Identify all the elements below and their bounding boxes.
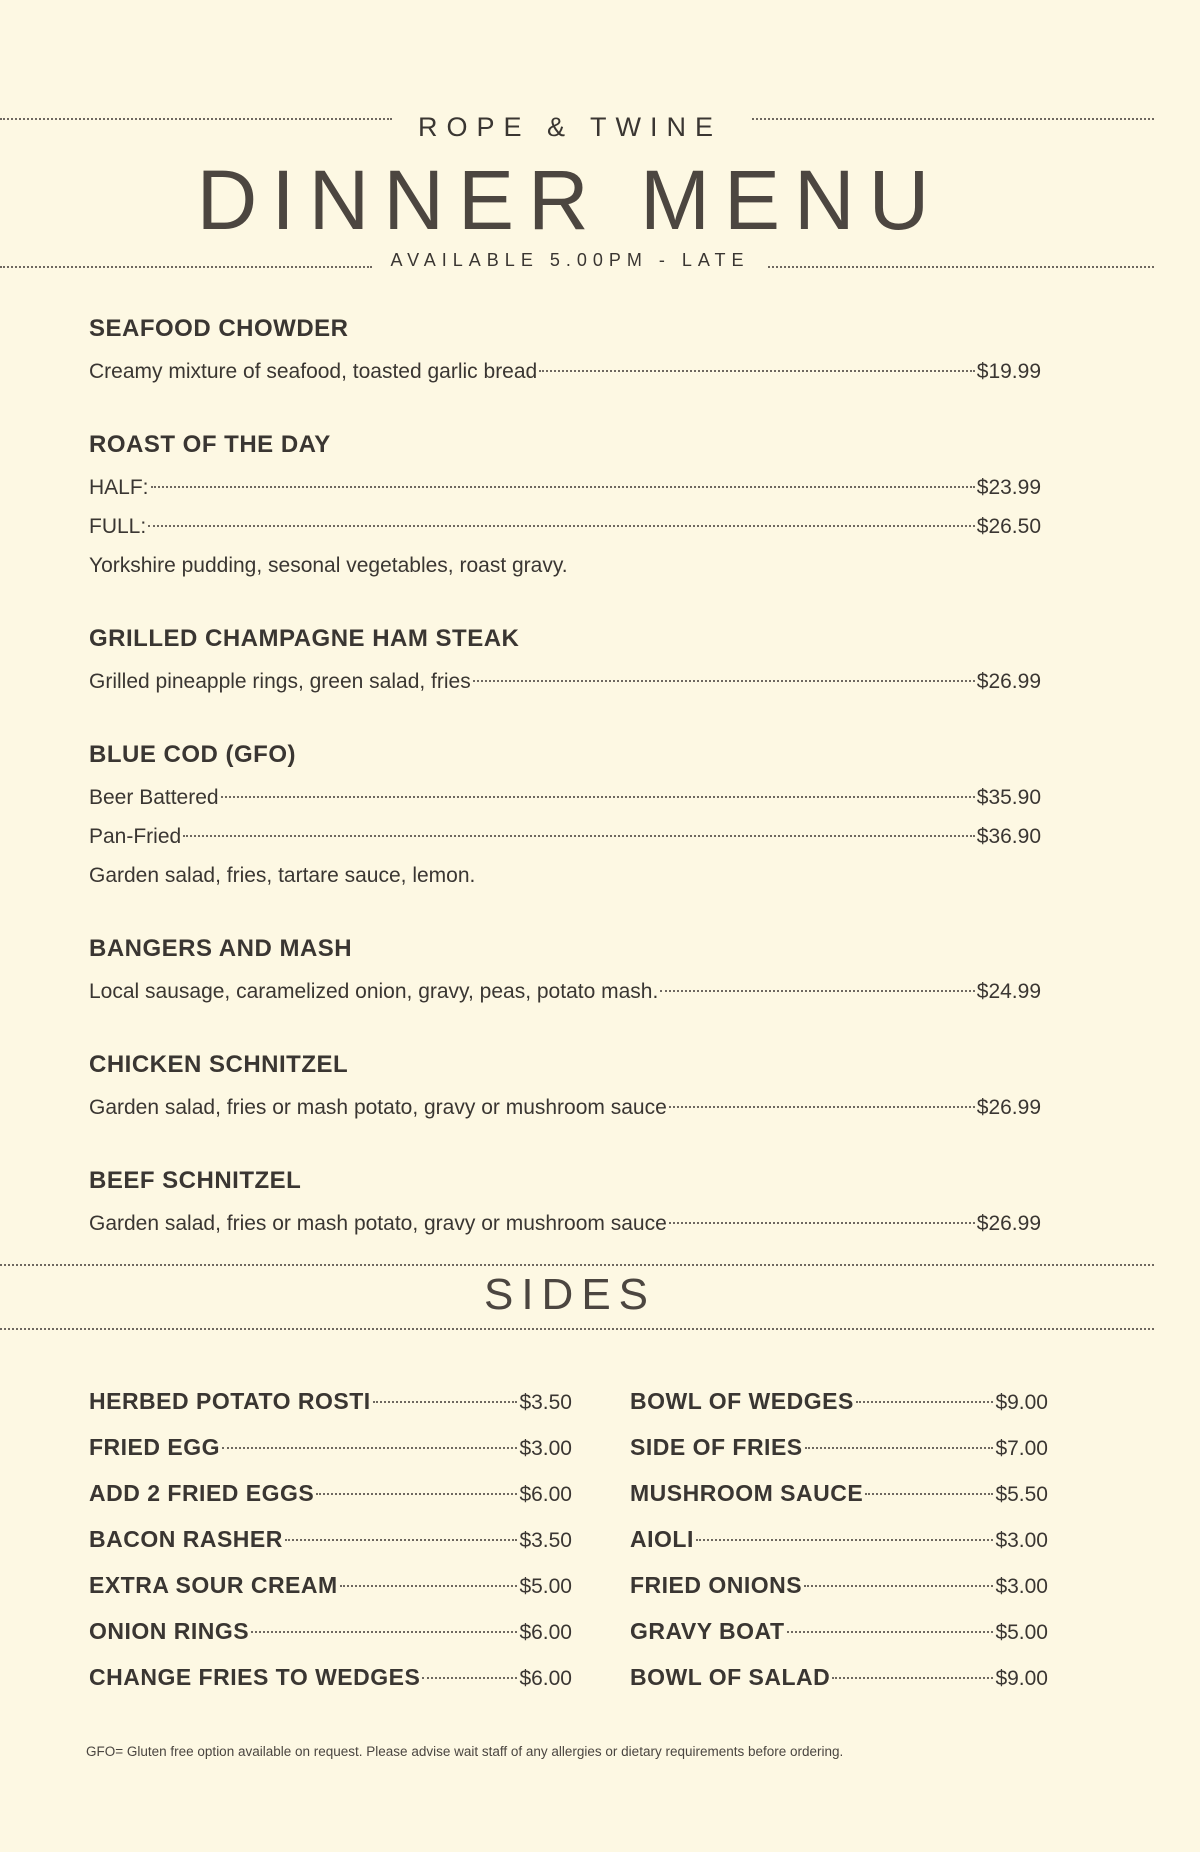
side-item-price: $3.50 [519, 1529, 572, 1552]
side-item-price: $6.00 [519, 1483, 572, 1506]
menu-item-name: GRILLED CHAMPAGNE HAM STEAK [89, 625, 520, 652]
side-item-price: $7.00 [995, 1437, 1048, 1460]
menu-item-name: CHICKEN SCHNITZEL [89, 1051, 349, 1078]
dot-leader [222, 1447, 517, 1449]
price: $26.50 [976, 515, 1041, 538]
side-item-name: MUSHROOM SAUCE [630, 1480, 864, 1506]
side-item-price: $3.00 [519, 1437, 572, 1460]
dot-leader [539, 370, 975, 372]
side-item-price: $3.00 [995, 1529, 1048, 1552]
dot-leader [285, 1539, 518, 1541]
price-line-label: Beer Battered [89, 786, 219, 809]
dot-leader [696, 1539, 994, 1541]
availability-text: AVAILABLE 5.00PM - LATE [390, 250, 750, 270]
price: $24.99 [976, 980, 1041, 1003]
sides-divider-top [0, 1264, 1154, 1266]
sides-column-left [89, 1378, 572, 1700]
side-item [89, 1424, 572, 1470]
price-line-label: Garden salad, fries or mash potato, gravy or mushroom sauce [89, 1096, 667, 1119]
side-item-name: FRIED ONIONS [630, 1572, 803, 1598]
side-item [89, 1516, 572, 1562]
side-item-price: $5.50 [995, 1483, 1048, 1506]
dot-leader [669, 1106, 975, 1108]
menu-item-price-line [89, 1088, 1041, 1127]
mains-list [89, 312, 1041, 1280]
side-item-name: SIDE OF FRIES [630, 1434, 803, 1460]
restaurant-name: ROPE & TWINE [417, 112, 723, 142]
sides-divider-bottom [0, 1328, 1154, 1330]
side-item [89, 1654, 572, 1700]
side-item-price: $6.00 [519, 1621, 572, 1644]
dot-leader [340, 1585, 518, 1587]
side-item [630, 1608, 1048, 1654]
price-line-label: FULL: [89, 515, 147, 538]
side-item-price: $9.00 [995, 1391, 1048, 1414]
menu-item-name: SEAFOOD CHOWDER [89, 315, 349, 342]
page-title: DINNER MENU [196, 153, 944, 247]
price: $23.99 [976, 476, 1041, 499]
side-item [89, 1470, 572, 1516]
menu-item [89, 428, 1041, 585]
menu-item-price-line [89, 507, 1041, 546]
side-item [630, 1654, 1048, 1700]
price-line-label: Pan-Fried [89, 825, 182, 848]
menu-item-description: Yorkshire pudding, sesonal vegetables, roast gravy. [89, 554, 568, 577]
side-item-name: FRIED EGG [89, 1434, 221, 1460]
price-line-label: Creamy mixture of seafood, toasted garlic bread [89, 360, 538, 383]
price: $26.99 [976, 670, 1041, 693]
menu-item-name: ROAST OF THE DAY [89, 431, 331, 458]
side-item [630, 1378, 1048, 1424]
footnote: GFO= Gluten free option available on request. Please advise wait staff of any allergies or dietary requirements before ordering. [86, 1744, 844, 1759]
dot-leader [183, 835, 975, 837]
price: $36.90 [976, 825, 1041, 848]
dot-leader [148, 525, 975, 527]
price-line-label: HALF: [89, 476, 149, 499]
side-item [89, 1562, 572, 1608]
side-item-name: HERBED POTATO ROSTI [89, 1388, 371, 1414]
menu-item-name: BEEF SCHNITZEL [89, 1167, 302, 1194]
price: $26.99 [976, 1212, 1041, 1235]
menu-item-price-line [89, 468, 1041, 507]
price: $35.90 [976, 786, 1041, 809]
dot-leader [804, 1585, 993, 1587]
dot-leader [473, 680, 975, 682]
dot-leader [221, 796, 975, 798]
dot-leader [251, 1631, 517, 1633]
dot-leader [422, 1677, 517, 1679]
menu-item [89, 1048, 1041, 1127]
side-item-name: GRAVY BOAT [630, 1618, 785, 1644]
side-item-price: $6.00 [519, 1667, 572, 1690]
price: $26.99 [976, 1096, 1041, 1119]
side-item-price: $3.50 [519, 1391, 572, 1414]
price-line-label: Local sausage, caramelized onion, gravy, peas, potato mash. [89, 980, 659, 1003]
side-item-price: $9.00 [995, 1667, 1048, 1690]
price-line-label: Grilled pineapple rings, green salad, fries [89, 670, 471, 693]
side-item-name: CHANGE FRIES TO WEDGES [89, 1664, 421, 1690]
side-item-price: $5.00 [519, 1575, 572, 1598]
side-item-name: BOWL OF SALAD [630, 1664, 831, 1690]
menu-item-name: BANGERS AND MASH [89, 935, 353, 962]
menu-item-price-line [89, 972, 1041, 1011]
price-line-label: Garden salad, fries or mash potato, gravy or mushroom sauce [89, 1212, 667, 1235]
side-item [89, 1608, 572, 1654]
menu-item [89, 738, 1041, 895]
menu-item [89, 1164, 1041, 1243]
side-item-name: ONION RINGS [89, 1618, 250, 1644]
menu-item-price-line [89, 778, 1041, 817]
side-item [630, 1516, 1048, 1562]
side-item [89, 1378, 572, 1424]
menu-item-price-line [89, 662, 1041, 701]
side-item [630, 1470, 1048, 1516]
dot-leader [373, 1401, 518, 1403]
sides-column-right [630, 1378, 1048, 1700]
dot-leader [151, 486, 975, 488]
dot-leader [865, 1493, 993, 1495]
side-item-name: EXTRA SOUR CREAM [89, 1572, 338, 1598]
menu-item [89, 312, 1041, 391]
dot-leader [669, 1222, 975, 1224]
dot-leader [660, 990, 974, 992]
side-item-name: BOWL OF WEDGES [630, 1388, 854, 1414]
dot-leader [856, 1401, 994, 1403]
side-item-price: $3.00 [995, 1575, 1048, 1598]
price: $19.99 [976, 360, 1041, 383]
side-item-name: AIOLI [630, 1526, 694, 1552]
dot-leader [805, 1447, 994, 1449]
menu-item-price-line [89, 352, 1041, 391]
side-item [630, 1424, 1048, 1470]
menu-item-price-line [89, 1204, 1041, 1243]
dot-leader [832, 1677, 993, 1679]
side-item-price: $5.00 [995, 1621, 1048, 1644]
side-item [630, 1562, 1048, 1608]
side-item-name: ADD 2 FRIED EGGS [89, 1480, 315, 1506]
menu-item [89, 932, 1041, 1011]
dot-leader [787, 1631, 994, 1633]
menu-item [89, 622, 1041, 701]
dot-leader [316, 1493, 517, 1495]
menu-item-description: Garden salad, fries, tartare sauce, lemon. [89, 864, 476, 887]
side-item-name: BACON RASHER [89, 1526, 283, 1552]
menu-item-name: BLUE COD (GFO) [89, 741, 296, 768]
menu-item-price-line [89, 817, 1041, 856]
sides-title: SIDES [483, 1270, 657, 1319]
